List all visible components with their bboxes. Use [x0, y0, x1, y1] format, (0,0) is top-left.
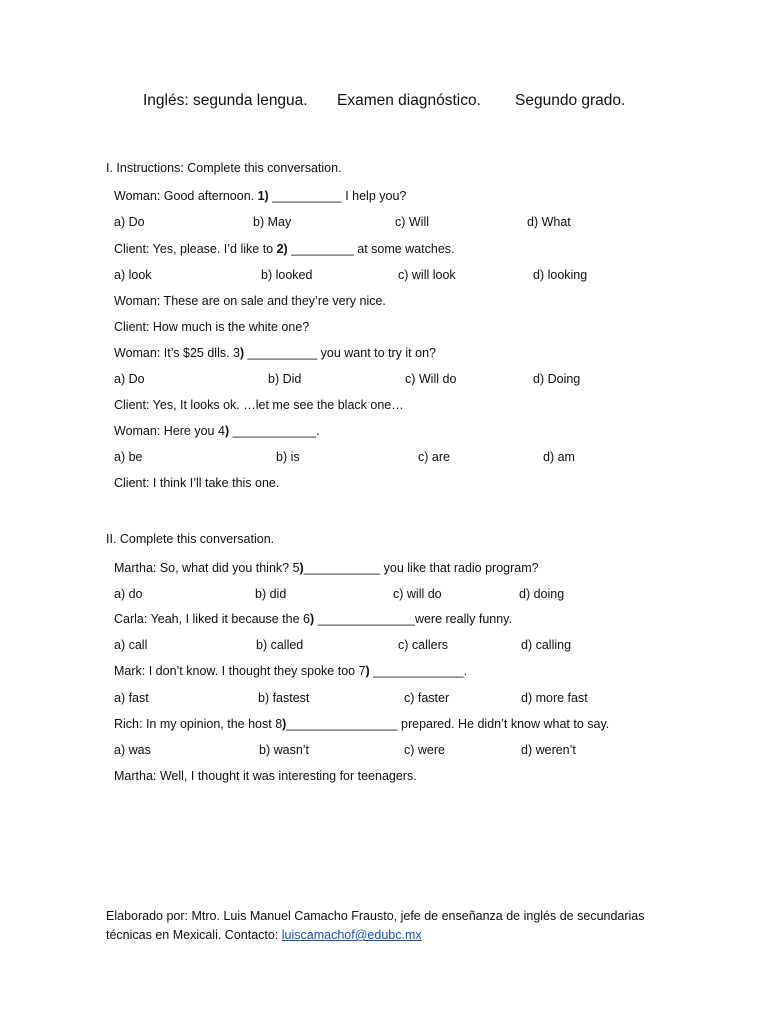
question-1-options	[0, 215, 768, 233]
dialogue-line: Client: I think I’ll take this one.	[114, 476, 280, 490]
option-d: d) What	[527, 215, 571, 229]
dialogue-line: Woman: Here you 4) ____________.	[114, 424, 320, 438]
option-a: a) do	[114, 587, 143, 601]
option-c: c) Will	[395, 215, 430, 229]
option-d: d) calling	[521, 638, 572, 652]
option-b: b) Did	[268, 372, 302, 386]
option-a: a) look	[114, 268, 152, 282]
option-a: a) Do	[114, 372, 145, 386]
section-2-heading: II. Complete this conversation.	[106, 532, 275, 546]
question-7-options	[0, 691, 768, 709]
option-c: c) were	[404, 743, 445, 757]
dialogue-line: Woman: Good afternoon. 1) __________ I help you?	[114, 189, 407, 203]
question-8-options	[0, 743, 768, 761]
option-c: c) Will do	[405, 372, 457, 386]
option-c: c) will do	[393, 587, 442, 601]
option-d: d) more fast	[521, 691, 588, 705]
option-b: b) is	[276, 450, 300, 464]
dialogue-line: Client: Yes, It looks ok. …let me see the black one…	[114, 398, 404, 412]
option-d: d) doing	[519, 587, 565, 601]
title-subject: Inglés: segunda lengua.	[143, 92, 308, 109]
footer-text: Elaborado por: Mtro. Luis Manuel Camacho Frausto, jefe de enseñanza de inglés de secundarias técnicas en Mexicali. Contacto:	[106, 909, 645, 942]
author-footer	[106, 907, 666, 945]
dialogue-line: Carla: Yeah, I liked it because the 6) ______________were really funny.	[114, 612, 512, 626]
option-b: b) wasn’t	[259, 743, 310, 757]
option-d: d) weren’t	[521, 743, 576, 757]
option-b: b) did	[255, 587, 287, 601]
option-a: a) be	[114, 450, 143, 464]
question-4-options	[0, 450, 768, 468]
dialogue-line: Client: How much is the white one?	[114, 320, 310, 334]
option-a: a) was	[114, 743, 151, 757]
question-5-options	[0, 587, 768, 605]
question-2-options	[0, 268, 768, 286]
dialogue-line: Mark: I don’t know. I thought they spoke too 7) _____________.	[114, 664, 468, 678]
option-c: c) will look	[398, 268, 456, 282]
option-c: c) are	[418, 450, 450, 464]
option-a: a) call	[114, 638, 148, 652]
option-b: b) called	[256, 638, 304, 652]
option-a: a) fast	[114, 691, 149, 705]
question-3-options	[0, 372, 768, 390]
option-c: c) faster	[404, 691, 450, 705]
title-grade: Segundo grado.	[515, 92, 626, 109]
option-c: c) callers	[398, 638, 449, 652]
dialogue-line: Client: Yes, please. I’d like to 2) _________ at some watches.	[114, 242, 455, 256]
option-d: d) am	[543, 450, 575, 464]
option-b: b) May	[253, 215, 292, 229]
option-a: a) Do	[114, 215, 145, 229]
dialogue-line: Rich: In my opinion, the host 8)________________ prepared. He didn’t know what to say.	[114, 717, 610, 731]
option-b: b) fastest	[258, 691, 310, 705]
title-exam: Examen diagnóstico.	[337, 92, 481, 109]
option-b: b) looked	[261, 268, 313, 282]
dialogue-line: Martha: So, what did you think? 5)___________ you like that radio program?	[114, 561, 539, 575]
document-title	[0, 92, 768, 116]
option-d: d) looking	[533, 268, 588, 282]
question-6-options	[0, 638, 768, 656]
dialogue-line: Woman: It’s $25 dlls. 3) __________ you want to try it on?	[114, 346, 436, 360]
contact-email-link[interactable]: luiscamachof@edubc.mx	[281, 928, 422, 942]
dialogue-line: Woman: These are on sale and they’re very nice.	[114, 294, 386, 308]
dialogue-line: Martha: Well, I thought it was interesting for teenagers.	[114, 769, 417, 783]
section-1-heading: I. Instructions: Complete this conversation.	[106, 161, 342, 175]
option-d: d) Doing	[533, 372, 581, 386]
